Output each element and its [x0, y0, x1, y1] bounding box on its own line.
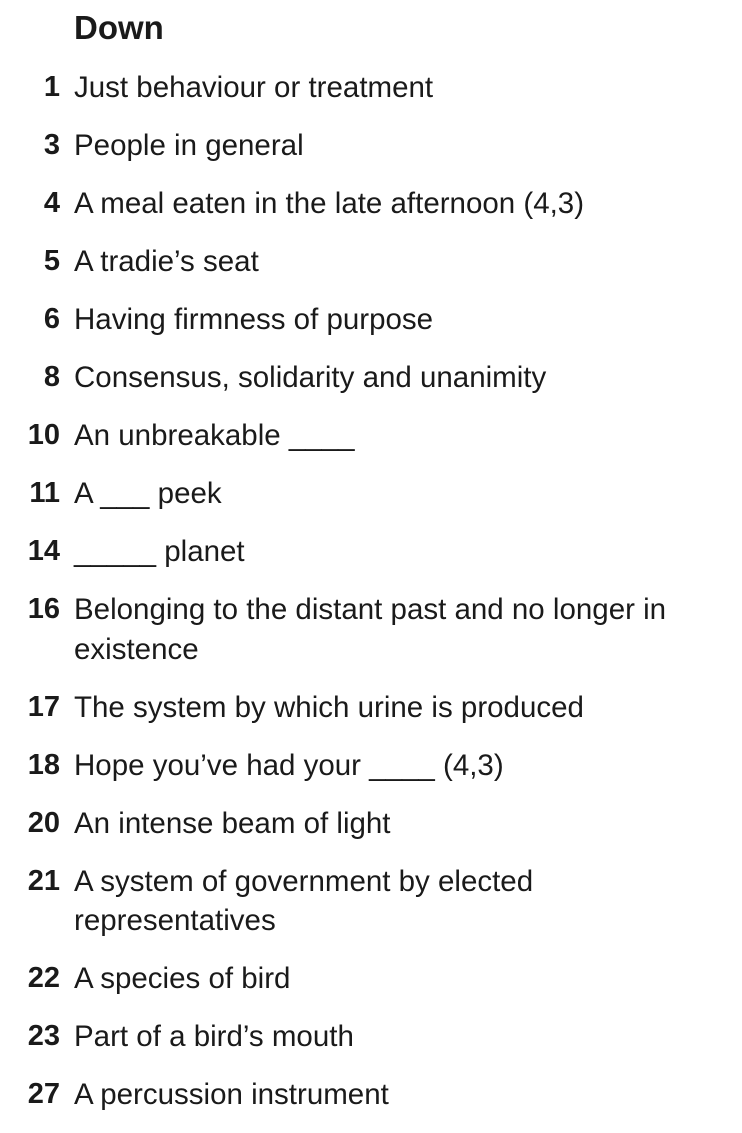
clue-number: 22	[27, 962, 60, 994]
clue-item	[0, 1017, 742, 1057]
clue-text: _____ planet	[74, 535, 245, 568]
clue-item	[0, 242, 742, 282]
clue-item	[0, 358, 742, 398]
clue-number: 1	[43, 71, 60, 103]
clues-heading: Down	[74, 9, 164, 46]
clue-text: Part of a bird’s mouth	[74, 1020, 354, 1053]
clue-number: 18	[27, 748, 60, 781]
clue-item	[0, 688, 742, 728]
clue-item	[0, 862, 742, 941]
clue-text: People in general	[74, 129, 304, 162]
clue-number: 8	[43, 361, 60, 393]
clue-number: 3	[43, 129, 60, 161]
clue-number: 16	[27, 593, 60, 625]
clue-item	[0, 804, 742, 844]
clue-number: 6	[43, 303, 60, 335]
clue-item	[0, 68, 742, 108]
clue-text: An intense beam of light	[74, 806, 391, 840]
clue-item	[0, 959, 742, 999]
clue-list	[0, 68, 742, 1133]
clue-item	[0, 474, 742, 514]
clue-number: 14	[27, 535, 60, 567]
clue-number: 11	[29, 477, 60, 509]
clue-item	[0, 1075, 742, 1115]
clue-item	[0, 416, 742, 456]
clue-item	[0, 300, 742, 340]
clue-text: Hope you’ve had your ____ (4,3)	[74, 748, 504, 782]
clue-text: A tradie’s seat	[74, 245, 259, 278]
clue-text: Consensus, solidarity and unanimity	[74, 361, 547, 394]
clue-text: The system by which urine is produced	[74, 690, 584, 724]
clue-number: 20	[27, 806, 60, 839]
clue-text: An unbreakable ____	[74, 419, 355, 452]
clue-text: Belonging to the distant past and no longer in existence	[74, 593, 667, 666]
clue-number: 21	[27, 864, 60, 897]
clue-text: A system of government by elected representatives	[74, 864, 534, 937]
clue-number: 27	[27, 1078, 60, 1110]
clue-text: A species of bird	[74, 962, 291, 995]
clue-number: 17	[27, 690, 60, 723]
clue-number: 5	[43, 245, 60, 277]
clue-item	[0, 532, 742, 572]
clue-text: A meal eaten in the late afternoon (4,3)	[74, 187, 585, 220]
clue-item	[0, 746, 742, 786]
clue-item	[0, 126, 742, 166]
clue-number: 4	[43, 187, 60, 219]
clue-text: Just behaviour or treatment	[74, 71, 434, 104]
clue-item	[0, 184, 742, 224]
clue-text: Having firmness of purpose	[74, 303, 434, 336]
clue-text: A percussion instrument	[74, 1078, 389, 1111]
clue-number: 10	[27, 419, 60, 451]
clue-text: A ___ peek	[74, 477, 222, 510]
clue-item	[0, 590, 742, 669]
clue-number: 23	[27, 1020, 60, 1052]
